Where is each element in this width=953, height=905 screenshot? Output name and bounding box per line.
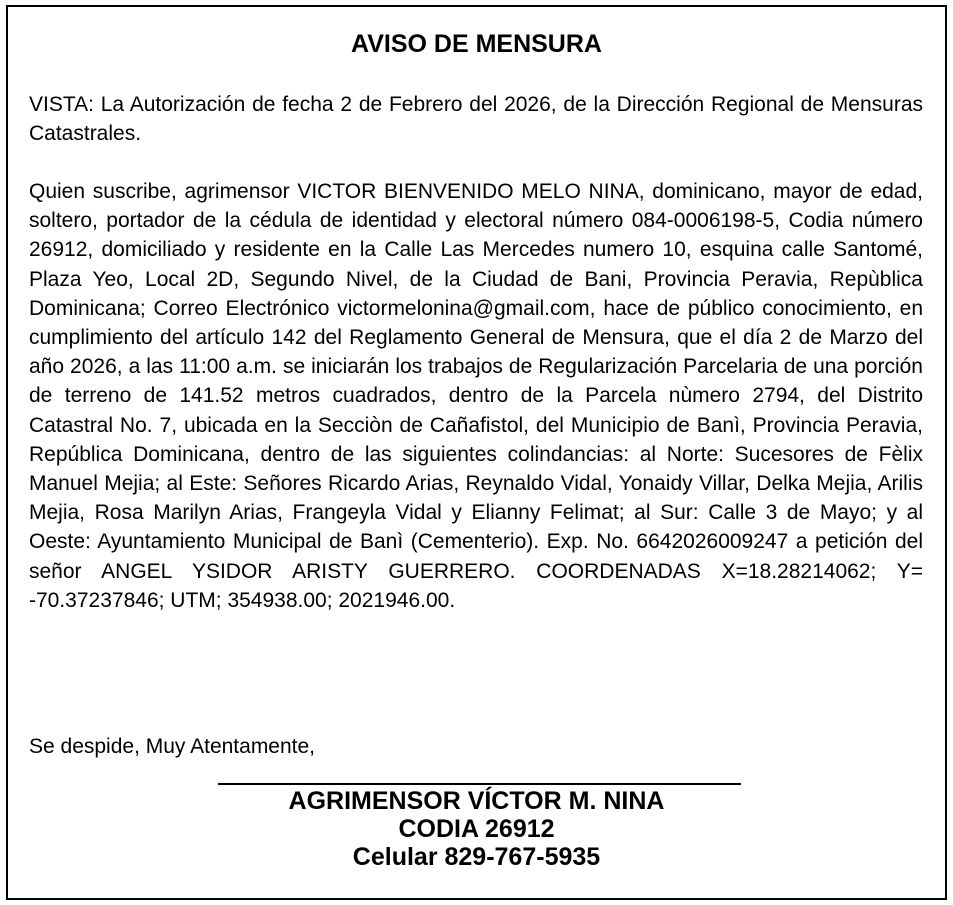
notice-title: AVISO DE MENSURA — [351, 30, 602, 58]
signature-name: AGRIMENSOR VÍCTOR M. NINA — [288, 787, 665, 815]
signature-line — [218, 783, 741, 785]
signature-codia: CODIA 26912 — [398, 815, 555, 843]
vista-paragraph: VISTA: La Autorización de fecha 2 de Febrero del 2026, de la Dirección Regional de Mensuras Catastrales. — [29, 93, 923, 146]
body-paragraph: Quien suscribe, agrimensor VICTOR BIENVENIDO MELO NINA, dominicano, mayor de edad, soltero, portador de la cédula de identidad y electoral número 084-0006198-5, Codia número 26912, domiciliado y residente en la Calle Las Mercedes numero 10, esquina calle Santomé, Plaza Yeo, Local 2D, Segundo Nivel, de la Ciudad de Bani, Provincia Peravia, Repùblica Dominicana; Correo Electrónico victormelonina@gmail.com, hace de público conocimiento, en cumplimiento del artículo 142 del Reglamento General de Mensura, que el día 2 de Marzo del año 2026, a las 11:00 a.m. se iniciarán los trabajos de Regularización Parcelaria de una porción de terreno de 141.52 metros cuadrados, dentro de la Parcela nùmero 2794, del Distrito Catastral No. 7, ubicada en la Secciòn de Cañafistol, del Municipio de Banì, Provincia Peravia, República Dominicana, dentro de las siguientes colindancias: al Norte: Sucesores de Fèlix Manuel Mejia; al Este: Señores Ricardo Arias, Reynaldo Vidal, Yonaidy Villar, Delka Mejia, Arilis Mejia, Rosa Marilyn Arias, Frangeyla Vidal y Elianny Felimat; al Sur: Calle 3 de Mayo; y al Oeste: Ayuntamiento Municipal de Banì (Cementerio). Exp. No. 6642026009247 a petición del señor ANGEL YSIDOR ARISTY GUERRERO. COORDENADAS X=18.28214062; Y= -70.37237846; UTM; 354938.00; 2021946.00. — [29, 180, 923, 612]
closing-paragraph: Se despide, Muy Atentamente, — [29, 735, 316, 758]
signature-phone: Celular 829-767-5935 — [352, 843, 601, 871]
notice-box — [6, 5, 947, 900]
